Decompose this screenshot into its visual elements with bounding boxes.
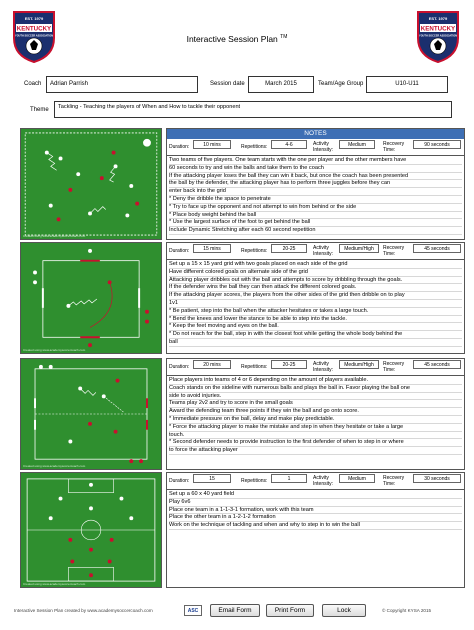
note-line: * Try to face up the opponent and not attempt to win from behind or the side — [169, 204, 462, 212]
duration-field[interactable]: 15 mins — [193, 244, 231, 253]
intensity-label-2: Intensity: — [313, 251, 334, 257]
duration-label: Duration: — [169, 364, 190, 370]
recovery-label-2: Time: — [383, 147, 396, 153]
recovery-label-2: Time: — [383, 481, 396, 487]
note-line: * Immediate pressure on the ball, delay and make play predictable. — [169, 416, 462, 424]
recovery-field[interactable]: 45 seconds — [413, 244, 461, 253]
document-title — [0, 34, 474, 44]
note-line: Place the other team in a 1-2-1-2 formation — [169, 514, 462, 522]
note-line: * Do not reach for the ball, step in with the closest foot while getting the whole body behind the — [169, 331, 462, 339]
field-credit: Created using www.academysoccercoach.com — [23, 348, 86, 352]
duration-label: Duration: — [169, 248, 190, 254]
note-line: Play 6v6 — [169, 499, 462, 507]
intensity-label-1: Activity — [313, 475, 329, 481]
note-line: 60 seconds to try and win the balls and take them to the coach — [169, 165, 462, 173]
field-diagram-4 — [20, 472, 162, 588]
note-line: * Deny the dribble the space to penetrate — [169, 196, 462, 204]
notes-panel-4 — [166, 472, 465, 588]
intensity-label-1: Activity — [313, 245, 329, 251]
note-line: * Second defender needs to provide instruction to the first defender of when to step in or where — [169, 439, 462, 447]
note-line: enter back into the grid — [169, 188, 462, 196]
repetitions-label: Repetitions: — [241, 248, 268, 254]
intensity-field[interactable]: Medium/High — [339, 244, 379, 253]
note-line: ball — [169, 339, 462, 347]
coach-field[interactable]: Adrian Parrish — [46, 76, 198, 93]
note-line: Two teams of five players. One team starts with the one per player and the other members have — [169, 157, 462, 165]
duration-field[interactable]: 15 — [193, 474, 231, 483]
field-credit: Created using www.academysoccercoach.com — [23, 234, 86, 238]
note-line: If the defender wins the ball they can then attack the different colored goals. — [169, 284, 462, 292]
drill-notes-2[interactable] — [167, 260, 464, 348]
coach-label: Coach — [24, 81, 42, 87]
intensity-label-2: Intensity: — [313, 147, 334, 153]
repetitions-field[interactable]: 20-25 — [271, 360, 307, 369]
team-age-field[interactable]: U10-U11 — [366, 76, 448, 93]
repetitions-label: Repetitions: — [241, 144, 268, 150]
drill-stats-4 — [167, 473, 464, 490]
repetitions-field[interactable]: 4-6 — [271, 140, 307, 149]
duration-field[interactable]: 20 mins — [193, 360, 231, 369]
note-line: Coach stands on the sideline with numerous balls and plays the ball in. Favor playing the ball one — [169, 385, 462, 393]
drill-4 — [20, 472, 464, 588]
note-line: Attacking player dribbles out with the ball and attempts to score by dribbling through the goals. — [169, 277, 462, 285]
note-line: Have different colored goals on alternate side of the grid — [169, 269, 462, 277]
footer-credit: Interactive Session Plan created by www.academysoccercoach.com — [14, 608, 153, 613]
theme-label: Theme — [30, 107, 49, 113]
session-date-field[interactable]: March 2015 — [248, 76, 314, 93]
repetitions-field[interactable]: 20-25 — [271, 244, 307, 253]
note-line: * Be patient, step into the ball when the attacker hesitates or takes a large touch. — [169, 308, 462, 316]
recovery-label-1: Recovery — [383, 361, 405, 367]
note-line: Set up a 60 x 40 yard field — [169, 491, 462, 499]
title-text: Interactive Session Plan — [186, 34, 278, 44]
repetitions-label: Repetitions: — [241, 478, 268, 484]
copyright: © Copyright KYSA 2015 — [382, 608, 432, 613]
note-line: to force the attacking player — [169, 447, 462, 455]
duration-label: Duration: — [169, 478, 190, 484]
note-line: Include Dynamic Stretching after each 60 second repetition — [169, 227, 462, 235]
recovery-label-1: Recovery — [383, 245, 405, 251]
logo-top-text: EST. 1979 — [24, 16, 44, 21]
intensity-label-1: Activity — [313, 361, 329, 367]
drill-3 — [20, 358, 464, 470]
recovery-label-1: Recovery — [383, 475, 405, 481]
logo-name: KENTUCKY — [420, 25, 456, 33]
print-form-button[interactable]: Print Form — [266, 604, 314, 617]
note-line: * Force the attacking player to make the mistake and step in when they hesitate or take a large — [169, 424, 462, 432]
note-line: Work on the technique of tackling and when and why to step in to win the ball — [169, 522, 462, 530]
field-diagram-2 — [20, 242, 162, 354]
drill-stats-1 — [167, 139, 464, 156]
recovery-label-2: Time: — [383, 367, 396, 373]
intensity-field[interactable]: Medium — [339, 140, 375, 149]
lock-button[interactable]: Lock — [322, 604, 366, 617]
logo-name: KENTUCKY — [16, 25, 52, 33]
note-line: * Bend the knees and lower the stance to be able to step into the tackle. — [169, 316, 462, 324]
drill-stats-2 — [167, 243, 464, 260]
note-line: side to avoid injuries. — [169, 393, 462, 401]
academy-soccer-coach-logo: ASC — [184, 605, 202, 616]
team-age-label: Team/Age Group — [318, 81, 364, 87]
field-credit: Created using www.academysoccercoach.com — [23, 464, 86, 468]
intensity-field[interactable]: Medium/High — [339, 360, 379, 369]
theme-field[interactable]: Tackling - Teaching the players of When and How to tackle their opponent — [54, 101, 452, 118]
note-line: Place players into teams of 4 or 6 depending on the amount of players available. — [169, 377, 462, 385]
note-line: Award the defending team three points if they win the ball and go onto score. — [169, 408, 462, 416]
footer — [0, 604, 474, 618]
note-line: touch. — [169, 432, 462, 440]
drill-1 — [20, 128, 464, 240]
trademark-mark: TM — [280, 34, 288, 41]
note-line: * Place body weight behind the ball — [169, 212, 462, 220]
recovery-field[interactable]: 45 seconds — [413, 360, 461, 369]
field-diagram-3 — [20, 358, 162, 470]
session-info-row — [20, 76, 452, 94]
drill-2 — [20, 242, 464, 354]
logo-subtitle: YOUTH SOCCER ASSOCIATION — [15, 34, 53, 38]
drill-notes-3[interactable] — [167, 376, 464, 456]
session-date-label: Session date — [210, 81, 245, 87]
note-line: Place one team in a 1-1-3-1 formation, work with this team — [169, 507, 462, 515]
intensity-field[interactable]: Medium — [339, 474, 375, 483]
intensity-label-2: Intensity: — [313, 367, 334, 373]
notes-panel-1 — [166, 128, 465, 240]
logo-subtitle: YOUTH SOCCER ASSOCIATION — [419, 34, 457, 38]
note-line: * Keep the feet moving and eyes on the ball. — [169, 323, 462, 331]
notes-panel-2 — [166, 242, 465, 354]
field-diagram-1 — [20, 128, 162, 240]
recovery-label-2: Time: — [383, 251, 396, 257]
drill-notes-4[interactable] — [167, 490, 464, 531]
email-form-button[interactable]: Email Form — [210, 604, 260, 617]
note-line: If the attacking player scores, the players from the other sides of the grid then dribble on to play — [169, 292, 462, 300]
notes-header: NOTES — [167, 129, 464, 139]
note-line: the ball by the defender, the attacking player has to perform three juggles before they can — [169, 180, 462, 188]
duration-label: Duration: — [169, 144, 190, 150]
notes-panel-3 — [166, 358, 465, 470]
field-credit: Created using www.academysoccercoach.com — [23, 582, 86, 586]
intensity-label-1: Activity — [313, 141, 329, 147]
recovery-field[interactable]: 90 seconds — [413, 140, 461, 149]
repetitions-label: Repetitions: — [241, 364, 268, 370]
recovery-field[interactable]: 30 seconds — [413, 474, 461, 483]
recovery-label-1: Recovery — [383, 141, 405, 147]
note-line: 1v1 — [169, 300, 462, 308]
drill-stats-3 — [167, 359, 464, 376]
logo-top-text: EST. 1979 — [428, 16, 448, 21]
note-line: * Use the largest surface of the foot to get behind the ball — [169, 219, 462, 227]
note-line: Teams play 2v2 and try to score in the small goals — [169, 400, 462, 408]
note-line: If the attacking player loses the ball they can win it back, but once the coach has been presented — [169, 173, 462, 181]
repetitions-field[interactable]: 1 — [271, 474, 307, 483]
intensity-label-2: Intensity: — [313, 481, 334, 487]
drill-notes-1[interactable] — [167, 156, 464, 236]
duration-field[interactable]: 10 mins — [193, 140, 231, 149]
note-line: Set up a 15 x 15 yard grid with two goals placed on each side of the grid — [169, 261, 462, 269]
